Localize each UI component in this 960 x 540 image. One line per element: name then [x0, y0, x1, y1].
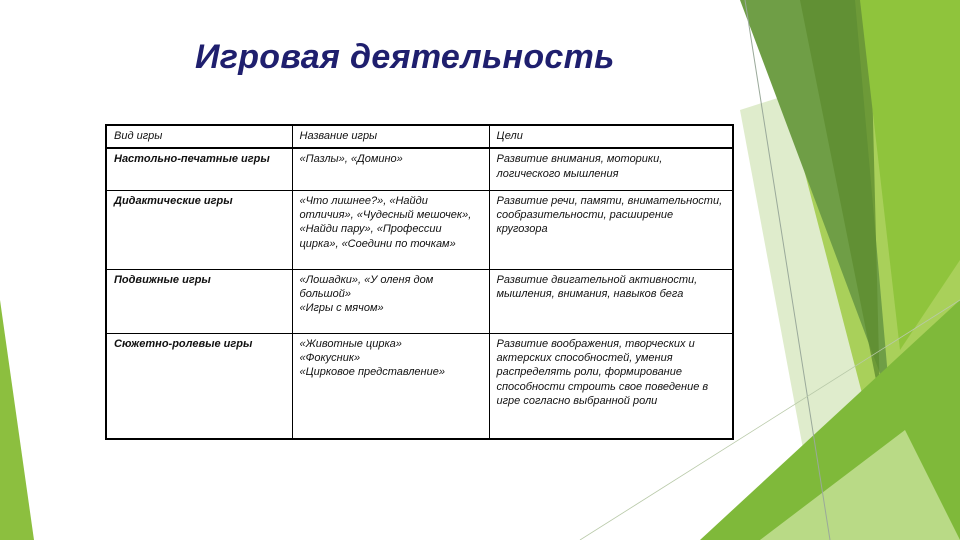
table-row: [106, 269, 733, 333]
game-name-line: «Цирковое представление»: [299, 366, 445, 379]
goals-cell: Развитие речи, памяти, внимательности, сообразительности, расширение кругозора: [489, 190, 733, 269]
game-name-line: «Что лишнее?», «Найди отличия», «Чудесный мешочек», «Найди пару», «Профессии цирка», «Соедини по точкам»: [299, 194, 472, 250]
table-header-row: [106, 125, 733, 148]
game-name-cell: [292, 148, 489, 190]
left-green-stripe: [0, 300, 34, 540]
game-name-line: «Животные цирка»: [299, 337, 402, 350]
game-type-cell: Настольно-печатные игры: [106, 148, 292, 190]
goals-cell: Развитие воображения, творческих и актерских способностей, умения распределять роли, формирование способности строить свое поведение в игре согласно выбранной роли: [489, 333, 733, 439]
game-name-cell: [292, 190, 489, 269]
table-row: [106, 148, 733, 190]
goals-cell: Развитие двигательной активности, мышления, внимания, навыков бега: [489, 269, 733, 333]
game-name-cell: [292, 269, 489, 333]
game-name-line: «Фокусник»: [299, 352, 361, 365]
header-game-name: Название игры: [292, 125, 489, 148]
game-name-line: «Игры с мячом»: [299, 302, 384, 315]
goals-cell: Развитие внимания, моторики, логического мышления: [489, 148, 733, 190]
table-row: [106, 190, 733, 269]
game-type-cell: Дидактические игры: [106, 190, 292, 269]
header-game-type: Вид игры: [106, 125, 292, 148]
game-name-line: «Лошадки», «У оленя дом большой»: [299, 273, 434, 301]
game-name-cell: [292, 333, 489, 439]
game-name-line: «Пазлы», «Домино»: [299, 153, 403, 166]
games-table: [105, 124, 734, 440]
table-row: [106, 333, 733, 439]
game-type-cell: Сюжетно-ролевые игры: [106, 333, 292, 439]
slide-title: Игровая деятельность: [195, 38, 615, 76]
header-goals: Цели: [489, 125, 733, 148]
game-type-cell: Подвижные игры: [106, 269, 292, 333]
